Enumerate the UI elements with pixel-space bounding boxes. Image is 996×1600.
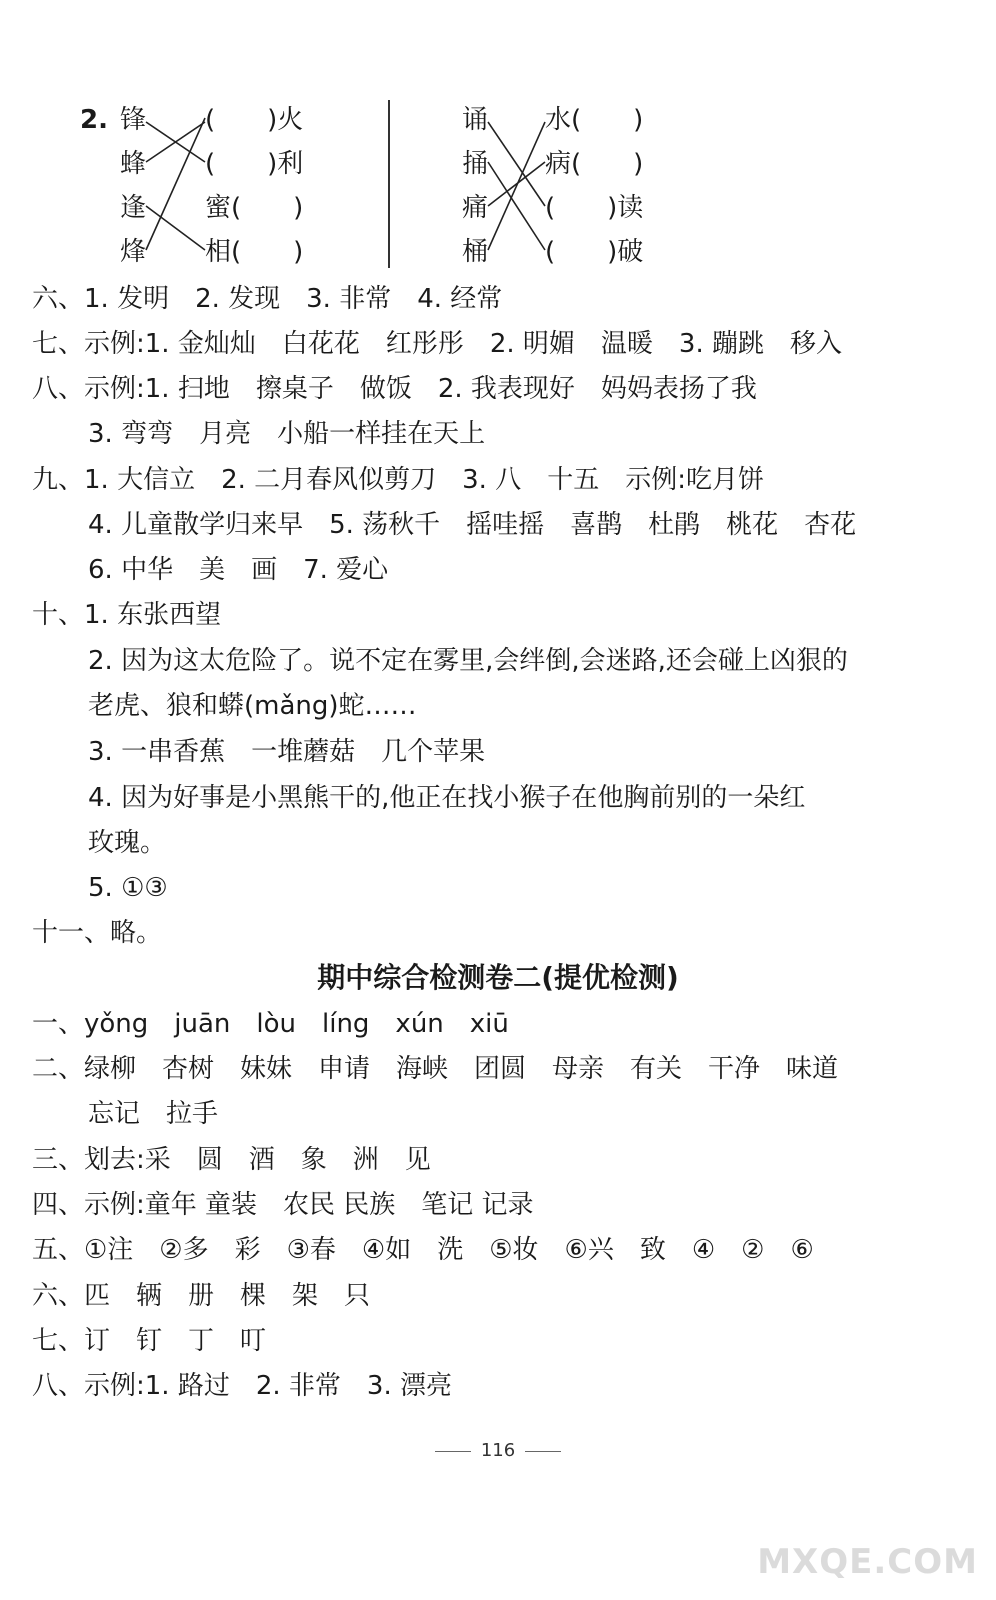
watermark-text: MXQE.COM xyxy=(757,1542,978,1582)
connection-lines xyxy=(0,0,996,290)
answer-line: 六、匹 辆 册 棵 架 只 xyxy=(32,1281,371,1311)
connect-line xyxy=(488,122,545,206)
connect-line xyxy=(146,118,205,250)
answer-line: 4. 儿童散学归来早 5. 荡秋千 摇哇摇 喜鹊 杜鹃 桃花 杏花 xyxy=(88,510,857,540)
match-left-target: ( )火 xyxy=(205,105,304,135)
footer-dash xyxy=(435,1451,471,1452)
answer-line: 六、1. 发明 2. 发现 3. 非常 4. 经常 xyxy=(32,284,503,314)
answer-line: 二、绿柳 杏树 妹妹 申请 海峡 团圆 母亲 有关 干净 味道 xyxy=(32,1054,839,1084)
match-right-target: ( )读 xyxy=(545,193,644,223)
answer-line: 九、1. 大信立 2. 二月春风似剪刀 3. 八 十五 示例:吃月饼 xyxy=(32,465,764,495)
question-number: 2. xyxy=(80,105,108,135)
matching-exercise xyxy=(0,0,996,290)
footer-dash xyxy=(525,1451,561,1452)
answer-line: 6. 中华 美 画 7. 爱心 xyxy=(88,555,389,585)
answer-line: 4. 因为好事是小黑熊干的,他正在找小猴子在他胸前别的一朵红 xyxy=(88,783,806,813)
watermark-logo xyxy=(757,1502,978,1582)
answer-line: 八、示例:1. 路过 2. 非常 3. 漂亮 xyxy=(32,1371,452,1401)
section-title: 期中综合检测卷二(提优检测) xyxy=(317,961,679,994)
answer-line: 七、示例:1. 金灿灿 白花花 红彤彤 2. 明媚 温暖 3. 蹦跳 移入 xyxy=(32,329,842,359)
answer-line: 一、yǒng juān lòu líng xún xiū xyxy=(32,1009,509,1039)
match-left-char: 锋 xyxy=(120,105,147,135)
answer-line: 3. 一串香蕉 一堆蘑菇 几个苹果 xyxy=(88,737,486,767)
answer-line: 十一、略。 xyxy=(32,918,163,948)
match-right-char: 捅 xyxy=(462,149,489,179)
answer-line: 玫瑰。 xyxy=(88,828,167,858)
match-right-target: 水( ) xyxy=(545,105,644,135)
match-left-char: 逢 xyxy=(120,193,147,223)
answer-line: 四、示例:童年 童装 农民 民族 笔记 记录 xyxy=(32,1190,534,1220)
answer-line: 3. 弯弯 月亮 小船一样挂在天上 xyxy=(88,419,486,449)
answer-line: 2. 因为这太危险了。说不定在雾里,会绊倒,会迷路,还会碰上凶狠的 xyxy=(88,646,848,676)
page-number: 116 xyxy=(480,1440,516,1461)
answer-line: 五、①注 ②多 彩 ③春 ④如 洗 ⑤妆 ⑥兴 致 ④ ② ⑥ xyxy=(32,1235,814,1265)
match-left-char: 蜂 xyxy=(120,149,147,179)
answer-line: 三、划去:采 圆 酒 象 洲 见 xyxy=(32,1145,431,1175)
answer-line: 十、1. 东张西望 xyxy=(32,600,222,630)
match-left-target: 蜜( ) xyxy=(205,193,304,223)
connect-line xyxy=(146,206,205,250)
match-left-char: 烽 xyxy=(120,237,147,267)
match-left-target: 相( ) xyxy=(205,237,304,267)
connect-line xyxy=(488,162,545,250)
answer-line: 老虎、狼和蟒(mǎng)蛇…… xyxy=(88,691,417,721)
match-right-target: ( )破 xyxy=(545,237,644,267)
match-left-target: ( )利 xyxy=(205,149,304,179)
answer-line: 八、示例:1. 扫地 擦桌子 做饭 2. 我表现好 妈妈表扬了我 xyxy=(32,374,757,404)
match-right-char: 诵 xyxy=(462,105,489,135)
connect-line xyxy=(488,162,545,206)
answer-line: 七、订 钉 丁 叮 xyxy=(32,1326,267,1356)
page-footer xyxy=(0,1440,996,1461)
answer-line: 5. ①③ xyxy=(88,873,168,903)
connect-line xyxy=(488,122,545,250)
match-right-char: 桶 xyxy=(462,237,489,267)
match-right-target: 病( ) xyxy=(545,149,644,179)
match-right-char: 痛 xyxy=(462,193,489,223)
answer-line: 忘记 拉手 xyxy=(88,1099,219,1129)
